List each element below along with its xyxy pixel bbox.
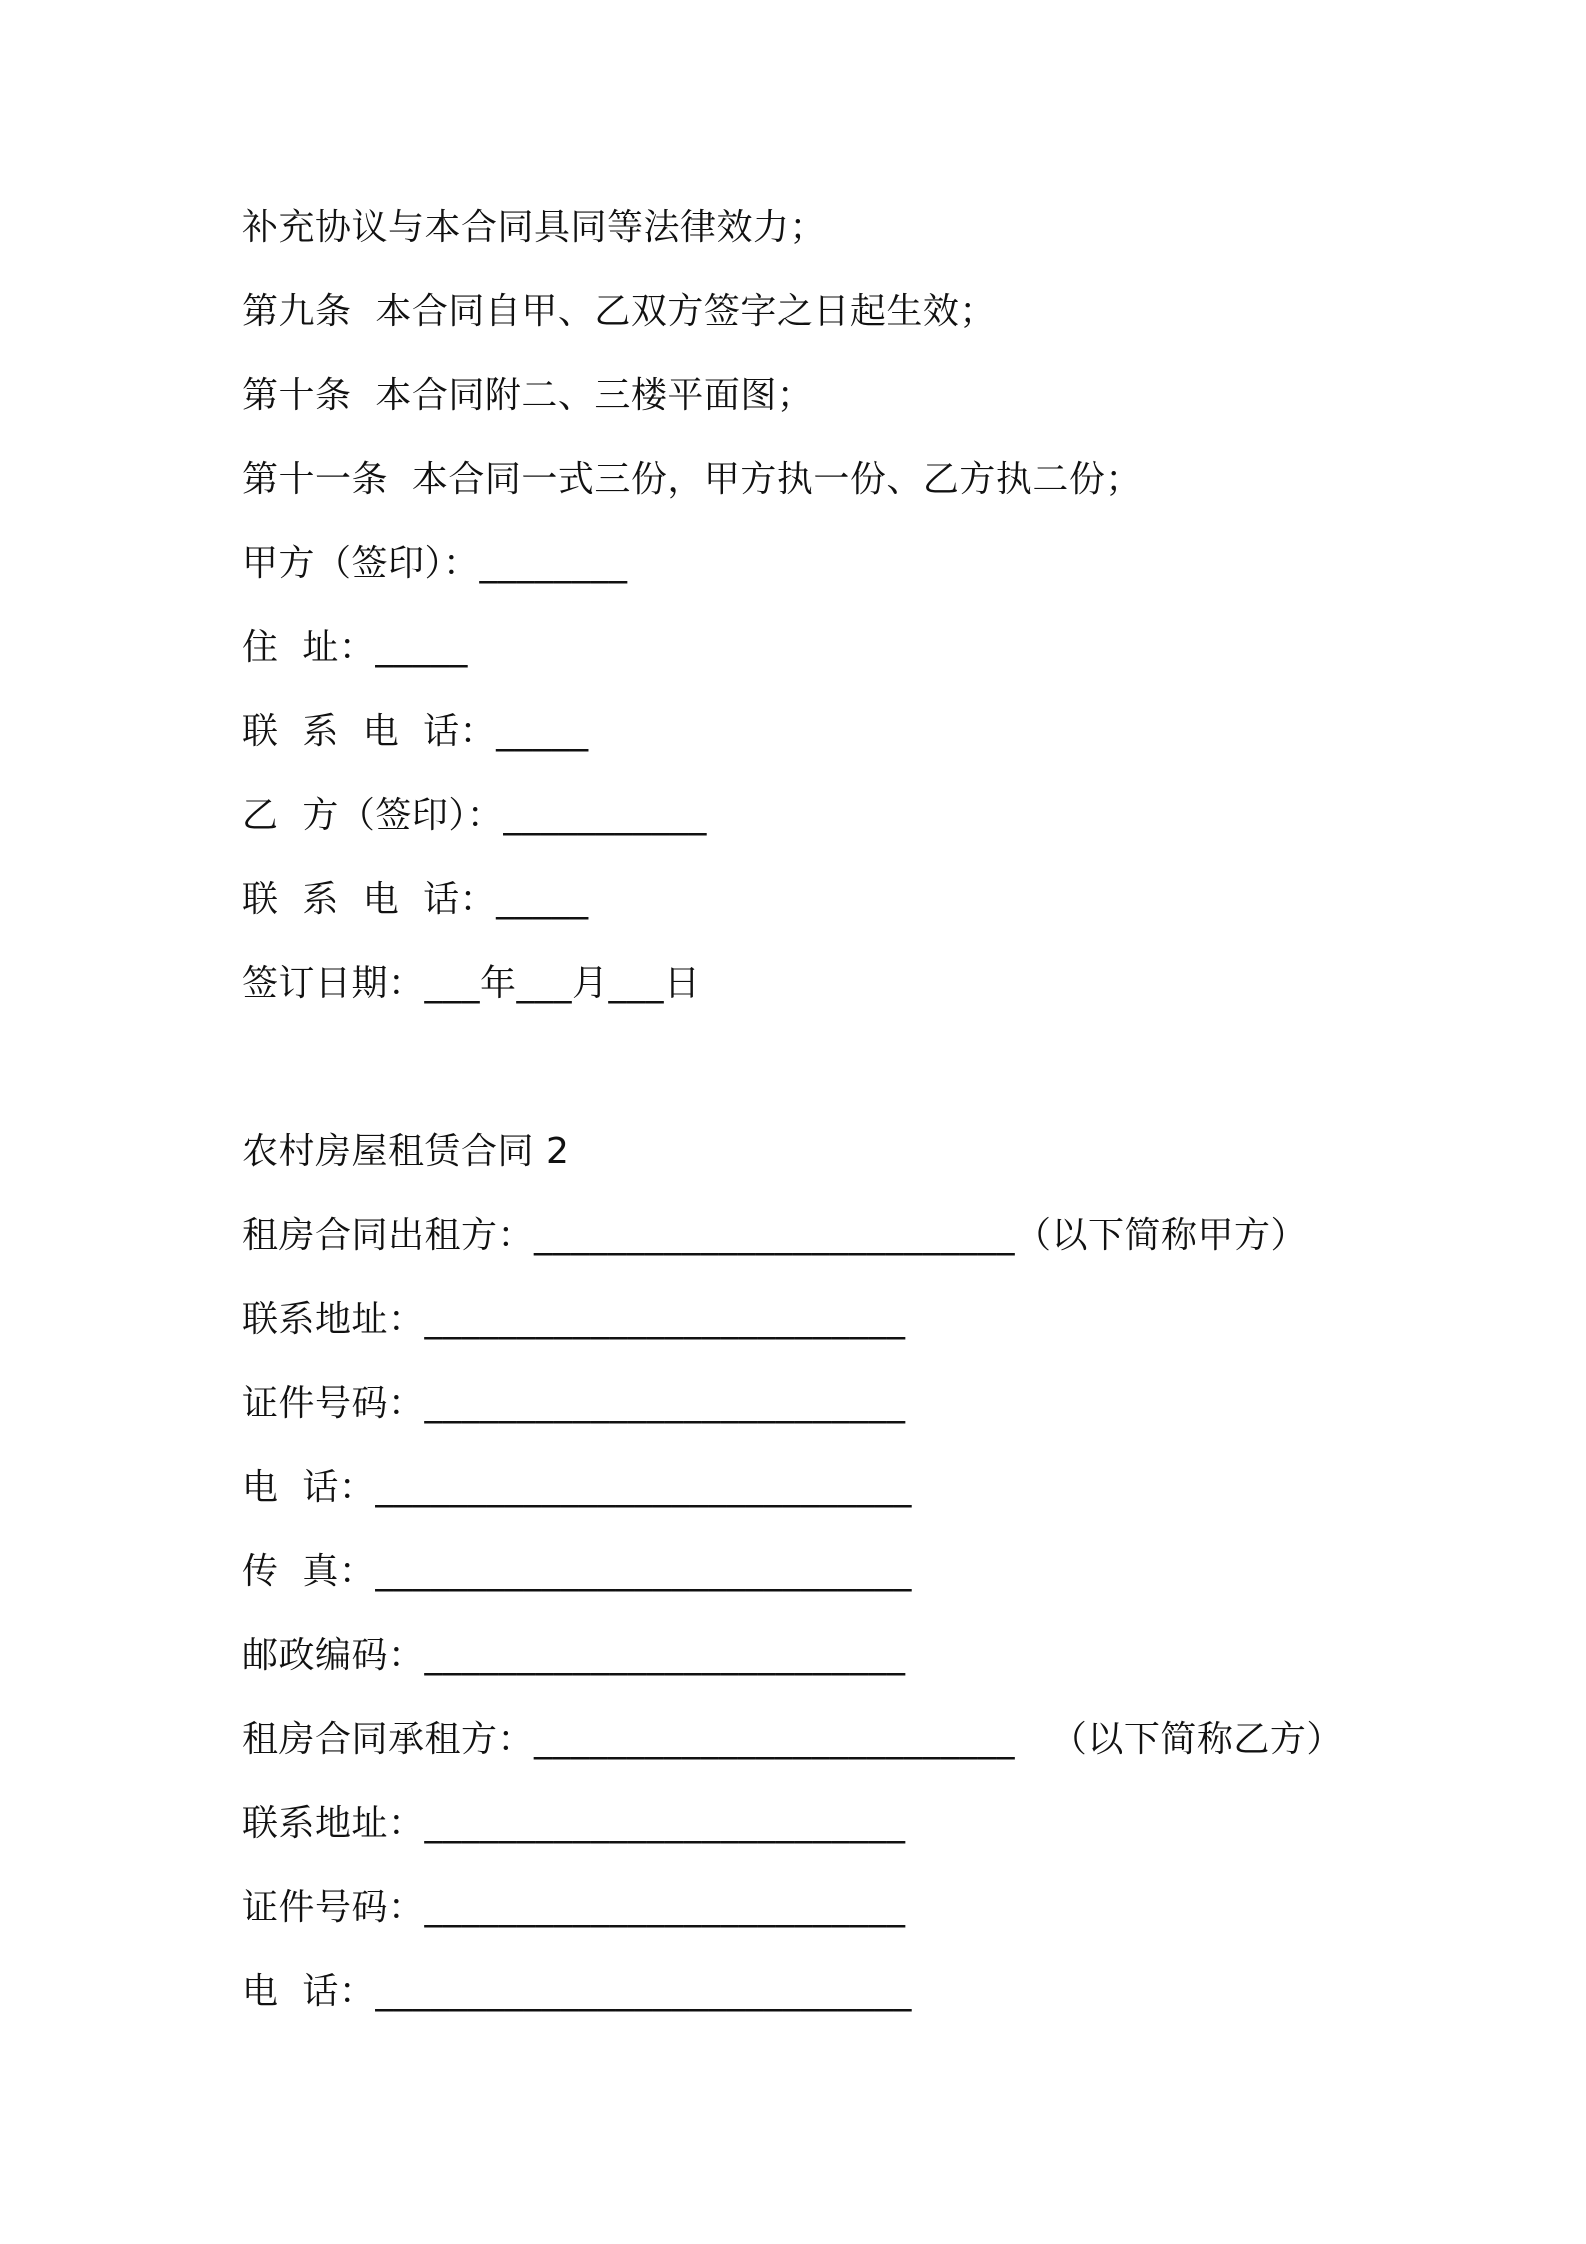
lessee-address-line: 联系地址：__________________________	[242, 1803, 906, 1844]
lessor-phone-line: 电 话：_____________________________	[242, 1467, 912, 1508]
lessor-fax-line: 传 真：_____________________________	[242, 1551, 912, 1592]
text-line-article-11: 第十一条 本合同一式三份，甲方执一份、乙方执二份；	[242, 459, 1142, 500]
text-line-article-10: 第十条 本合同附二、三楼平面图；	[242, 375, 814, 416]
lessor-address-line: 联系地址：__________________________	[242, 1299, 906, 1340]
lessee-id-number-line: 证件号码：__________________________	[242, 1887, 906, 1928]
party-b-phone-line: 联 系 电 话：_____	[242, 879, 589, 920]
lessor-postal-code-line: 邮政编码：__________________________	[242, 1635, 906, 1676]
signing-date-line: 签订日期：___年___月___日	[242, 963, 701, 1004]
party-a-address-line: 住 址：_____	[242, 627, 468, 668]
lessee-line: 租房合同承租方：__________________________ （以下简称乙方）	[242, 1719, 1343, 1760]
party-b-signature-line: 乙 方（签印）：___________	[242, 795, 707, 836]
text-line-supplement-clause: 补充协议与本合同具同等法律效力；	[242, 207, 827, 248]
lessor-line: 租房合同出租方：__________________________（以下简称甲方）	[242, 1215, 1308, 1256]
party-a-signature-line: 甲方（签印）：________	[242, 543, 628, 584]
lessee-phone-line: 电 话：_____________________________	[242, 1971, 912, 2012]
party-a-phone-line: 联 系 电 话：_____	[242, 711, 589, 752]
text-line-article-9: 第九条 本合同自甲、乙双方签字之日起生效；	[242, 291, 996, 332]
lessor-id-number-line: 证件号码：__________________________	[242, 1383, 906, 1424]
contract-2-title: 农村房屋租赁合同 2	[242, 1131, 570, 1172]
